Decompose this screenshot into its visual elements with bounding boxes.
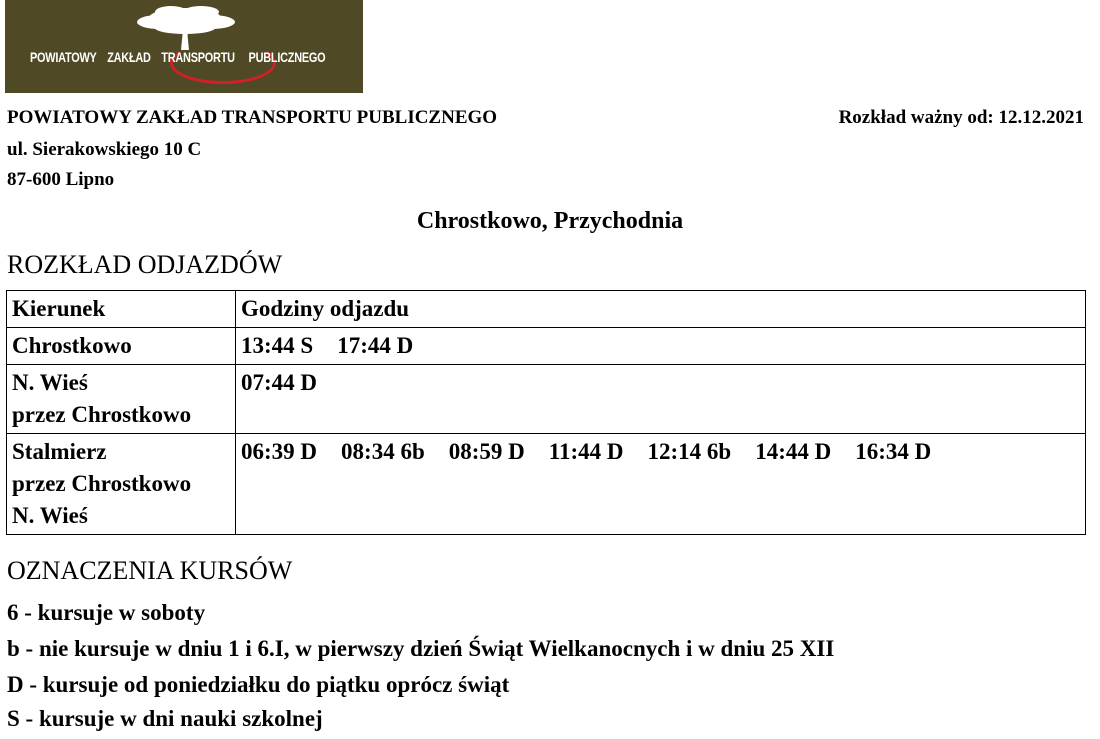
times-cell (236, 328, 1086, 365)
logo-word: TRANSPORTU (161, 49, 235, 65)
note-line: D - kursuje od poniedziałku do piątku oprócz świąt (7, 672, 510, 697)
direction-cell (7, 328, 236, 365)
valid-from: Rozkład ważny od: 12.12.2021 (838, 107, 1084, 128)
times-cell (236, 434, 1086, 535)
departure-time: 17:44 D (337, 333, 414, 358)
note-line: 6 - kursuje w soboty (7, 600, 206, 625)
departure-time: 16:34 D (855, 439, 932, 464)
direction-cell (7, 434, 236, 535)
times-cell (236, 365, 1086, 434)
note-line: S - kursuje w dni nauki szkolnej (7, 706, 323, 731)
notes-heading: OZNACZENIA KURSÓW (7, 556, 293, 585)
company-logo (5, 0, 363, 93)
departure-time: 12:14 6b (647, 439, 732, 464)
logo-word: POWIATOWY (29, 49, 97, 65)
company-street: ul. Sierakowskiego 10 C (7, 139, 202, 160)
logo-text (5, 49, 326, 71)
column-header-times: Godziny odjazdu (236, 291, 1086, 328)
table-row (7, 328, 1086, 365)
direction-line: N. Wieś (12, 503, 88, 528)
departure-time: 11:44 D (548, 439, 624, 464)
departure-table (6, 290, 1086, 535)
departure-time: 14:44 D (755, 439, 832, 464)
column-header-direction: Kierunek (7, 291, 236, 328)
note-line: b - nie kursuje w dniu 1 i 6.I, w pierwszy dzień Świąt Wielkanocnych i w dniu 25 XII (7, 636, 835, 661)
logo-word: ZAKŁAD (107, 49, 151, 65)
company-city: 87-600 Lipno (7, 169, 115, 190)
departure-time: 07:44 D (241, 370, 318, 395)
departure-time: 13:44 S (241, 333, 314, 358)
table-row (7, 365, 1086, 434)
table-header-row (7, 291, 1086, 328)
table-row (7, 434, 1086, 535)
direction-line: przez Chrostkowo (12, 402, 192, 427)
direction-line: Stalmierz (12, 439, 107, 464)
direction-cell (7, 365, 236, 434)
departure-time: 08:34 6b (341, 439, 425, 464)
departure-time: 08:59 D (448, 439, 525, 464)
direction-line: N. Wieś (12, 370, 88, 395)
stop-name: Chrostkowo, Przychodnia (416, 208, 684, 234)
departure-time: 06:39 D (241, 439, 318, 464)
direction-line: przez Chrostkowo (12, 471, 192, 496)
logo-word: PUBLICZNEGO (248, 49, 326, 65)
direction-line: Chrostkowo (12, 333, 132, 358)
schedule-heading: ROZKŁAD ODJAZDÓW (7, 250, 283, 279)
company-name: POWIATOWY ZAKŁAD TRANSPORTU PUBLICZNEGO (7, 107, 498, 128)
